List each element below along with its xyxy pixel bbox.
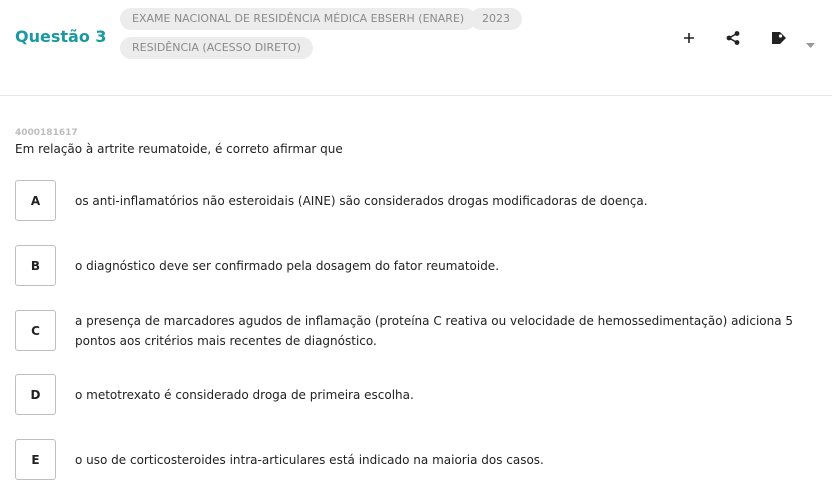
plus-icon[interactable] <box>682 31 696 50</box>
option-b-button[interactable]: B <box>15 245 56 286</box>
option-b-text[interactable]: o diagnóstico deve ser confirmado pela dosagem do fator reumatoide. <box>75 259 500 273</box>
question-stem: Em relação à artrite reumatoide, é correto afirmar que <box>15 142 343 156</box>
chevron-down-icon[interactable] <box>806 36 815 54</box>
category-tag[interactable]: RESIDÊNCIA (ACESSO DIRETO) <box>120 37 313 59</box>
option-c-text[interactable]: a presença de marcadores agudos de inflamação (proteína C reativa ou velocidade de hemossedimentação) adiciona 5 pontos aos critérios mais recentes de diagnóstico. <box>75 314 794 348</box>
option-d-text[interactable]: o metotrexato é considerado droga de primeira escolha. <box>75 388 414 402</box>
option-a-button[interactable]: A <box>15 180 56 221</box>
question-id: 4000181617 <box>15 128 78 138</box>
year-tag[interactable]: 2023 <box>470 8 522 30</box>
option-e-text[interactable]: o uso de corticosteroides intra-articulares está indicado na maioria dos casos. <box>75 453 544 467</box>
option-a-text[interactable]: os anti-inflamatórios não esteroidais (AINE) são considerados drogas modificadoras de doença. <box>75 194 648 208</box>
option-d-button[interactable]: D <box>15 374 56 415</box>
option-e-button[interactable]: E <box>15 439 56 480</box>
question-header <box>0 0 832 96</box>
option-c-button[interactable]: C <box>15 310 56 351</box>
share-icon[interactable] <box>725 30 741 51</box>
question-title: Questão 3 <box>15 27 107 46</box>
tag-icon[interactable] <box>769 30 787 51</box>
exam-tag[interactable]: EXAME NACIONAL DE RESIDÊNCIA MÉDICA EBSERH (ENARE) <box>120 8 476 30</box>
